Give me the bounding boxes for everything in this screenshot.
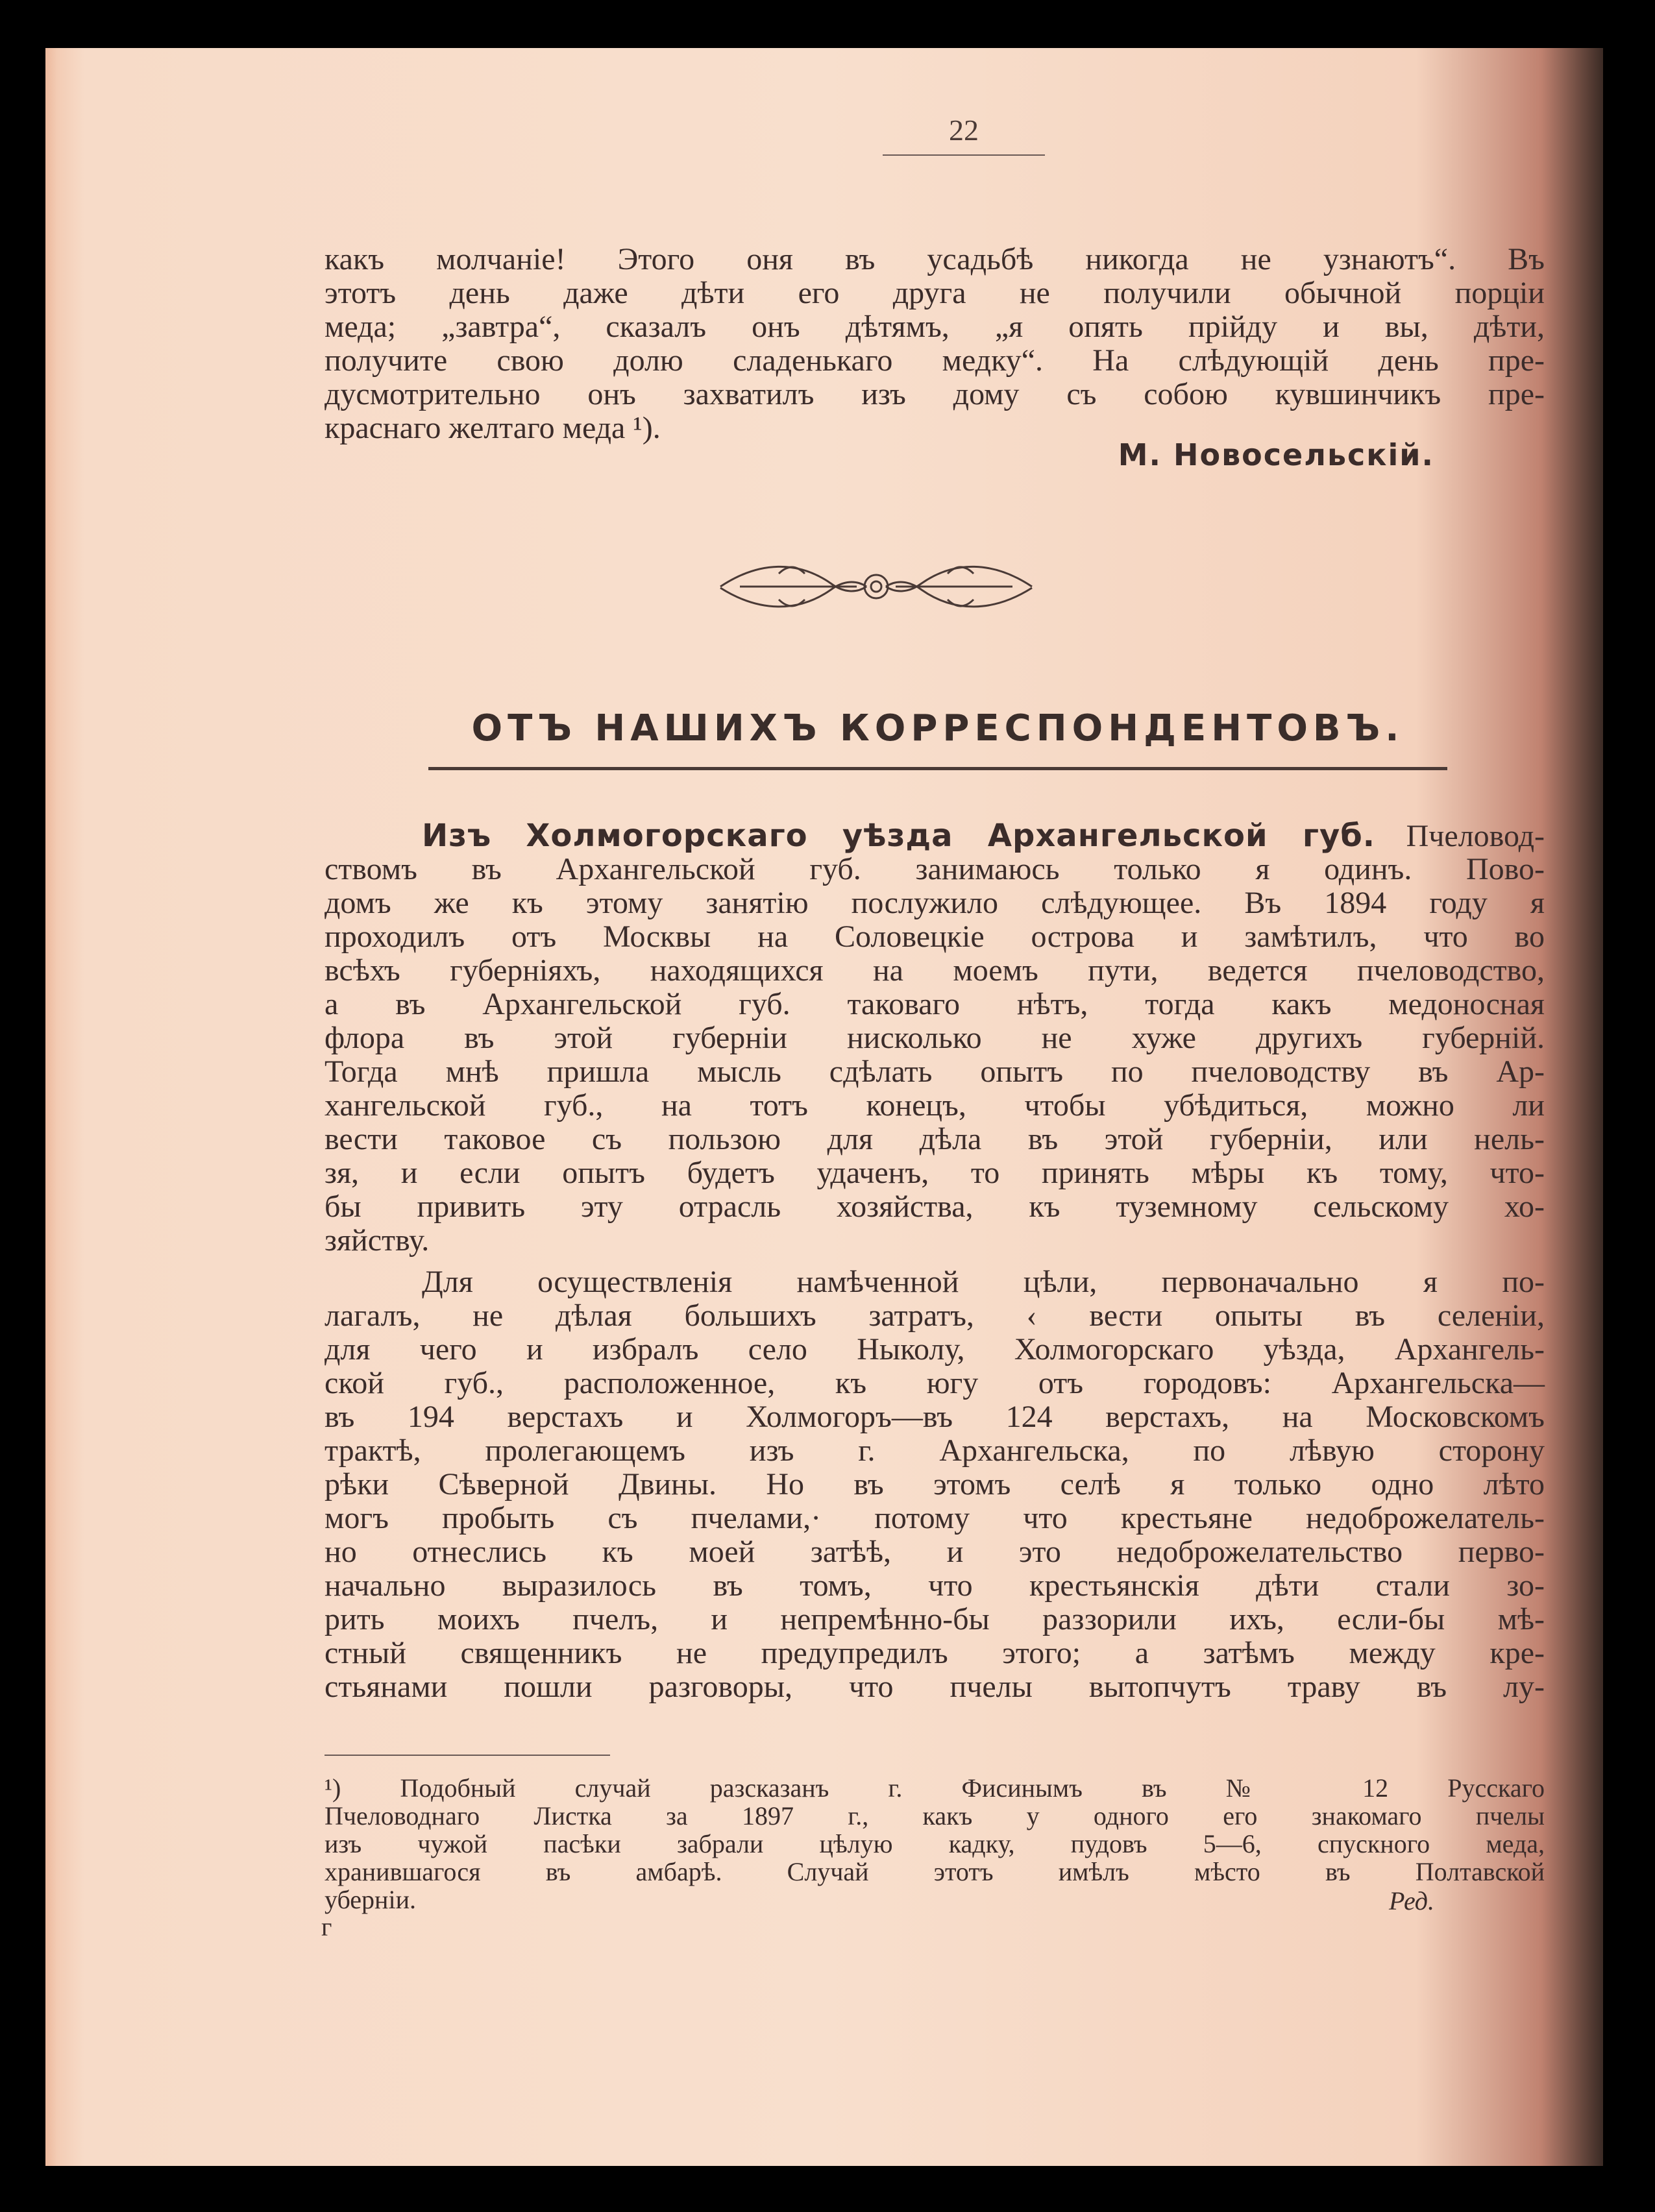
footnote-editor-mark: Ред. — [1389, 1886, 1434, 1915]
text-line: этотъ день даже дѣти его друга не получили обычной порціи — [325, 276, 1545, 310]
text-line: но отнеслись къ моей затѣѣ, и это недоброжелательство перво- — [325, 1535, 1545, 1569]
text-line: Тогда мнѣ пришла мысль сдѣлать опытъ по пчеловодству въ Ар- — [325, 1054, 1545, 1089]
text-line: рить моихъ пчелъ, и непремѣнно-бы раззорили ихъ, если-бы мѣ- — [325, 1602, 1545, 1636]
text-line: лагалъ, не дѣлая большихъ затратъ, ‹ вести опыты въ селеніи, — [325, 1298, 1545, 1333]
text-line: хангельской губ., на тотъ конецъ, чтобы убѣдиться, можно ли — [325, 1088, 1545, 1123]
text-line: рѣки Сѣверной Двины. Но въ этомъ селѣ я только одно лѣто — [325, 1467, 1545, 1501]
lead-continuation: Пчеловод- — [1406, 819, 1545, 853]
text-line: стьянами пошли разговоры, что пчелы вытопчутъ траву въ лу- — [325, 1670, 1545, 1704]
text-line: для чего и избралъ село Ныколу, Холмогорскаго уѣзда, Архангель- — [325, 1332, 1545, 1367]
text-line: ской губ., расположенное, къ югу отъ городовъ: Архангельска— — [325, 1366, 1545, 1400]
lead-heading: Изъ Холмогорскаго уѣзда Архангельской губ. — [422, 818, 1376, 854]
text-line: меда; „завтра“, сказалъ онъ дѣтямъ, „я опять прійду и вы, дѣти, — [325, 310, 1545, 344]
text-line: Для осуществленія намѣченной цѣли, первоначально я по- — [422, 1265, 1545, 1299]
title-underline — [428, 767, 1447, 770]
text-line — [325, 819, 1545, 853]
text-line: начально выразилось въ томъ, что крестьянскія дѣти стали зо- — [325, 1568, 1545, 1603]
text-line: вести таковое съ пользою для дѣла въ этой губерніи, или нель- — [325, 1122, 1545, 1156]
text-line: въ 194 верстахъ и Холмогоръ—въ 124 верстахъ, на Московскомъ — [325, 1400, 1545, 1434]
text-line: домъ же къ этому занятію послужило слѣдующее. Въ 1894 году я — [325, 886, 1545, 920]
text-line: стный священникъ не предупредилъ этого; а затѣмъ между кре- — [325, 1636, 1545, 1670]
footnote-line: изъ чужой пасѣки забрали цѣлую кадку, пудовъ 5—6, спускного меда, — [325, 1829, 1545, 1858]
text-line: получите свою долю сладенькаго медку“. На слѣдующій день пре- — [325, 343, 1545, 378]
text-line: дусмотрительно онъ захватилъ изъ дому съ собою кувшинчикъ пре- — [325, 377, 1545, 411]
text-line: могъ пробыть съ пчелами,· потому что крестьяне недоброжелатель- — [325, 1501, 1545, 1535]
text-line: зяйству. — [325, 1223, 430, 1258]
text-line: проходилъ отъ Москвы на Соловецкіе острова и замѣтилъ, что во — [325, 919, 1545, 954]
footnote-line: ¹) Подобный случай разсказанъ г. Фисинымъ въ № 12 Русскаго — [325, 1773, 1545, 1803]
decorative-ornament — [701, 548, 1051, 626]
section-title: ОТЪ НАШИХЪ КОРРЕСПОНДЕНТОВЪ. — [471, 707, 1404, 749]
text-line: флора въ этой губерніи нисколько не хуже другихъ губерній. — [325, 1021, 1545, 1055]
footnote-rule — [325, 1755, 610, 1756]
text-line: трактѣ, пролегающемъ изъ г. Архангельска, по лѣвую сторону — [325, 1433, 1545, 1468]
footnote-line: хранившагося въ амбарѣ. Случай этотъ имѣлъ мѣсто въ Полтавской — [325, 1857, 1545, 1886]
footnote-stray-letter: г — [321, 1912, 332, 1941]
page-number: 22 — [883, 113, 1045, 156]
text-line: ствомъ въ Архангельской губ. занимаюсь только я одинъ. Пово- — [325, 852, 1545, 886]
author-signature: М. Новосельскій. — [1118, 437, 1434, 472]
text-line: бы привить эту отрасль хозяйства, къ туземному сельскому хо- — [325, 1189, 1545, 1224]
footnote-line: уберніи. — [325, 1885, 416, 1914]
text-line: зя, и если опытъ будетъ удаченъ, то принять мѣры къ тому, что- — [325, 1156, 1545, 1190]
text-line: всѣхъ губерніяхъ, находящихся на моемъ пути, ведется пчеловодство, — [325, 953, 1545, 988]
text-line: а въ Архангельской губ. таковаго нѣтъ, тогда какъ медоносная — [325, 987, 1545, 1021]
footnote-line: Пчеловоднаго Листка за 1897 г., какъ у одного его знакомаго пчелы — [325, 1801, 1545, 1830]
text-line: какъ молчаніе! Этого оня въ усадьбѣ никогда не узнаютъ“. Въ — [325, 242, 1545, 276]
text-line: краснаго желтаго меда ¹). — [325, 411, 661, 445]
book-page — [45, 48, 1603, 2166]
